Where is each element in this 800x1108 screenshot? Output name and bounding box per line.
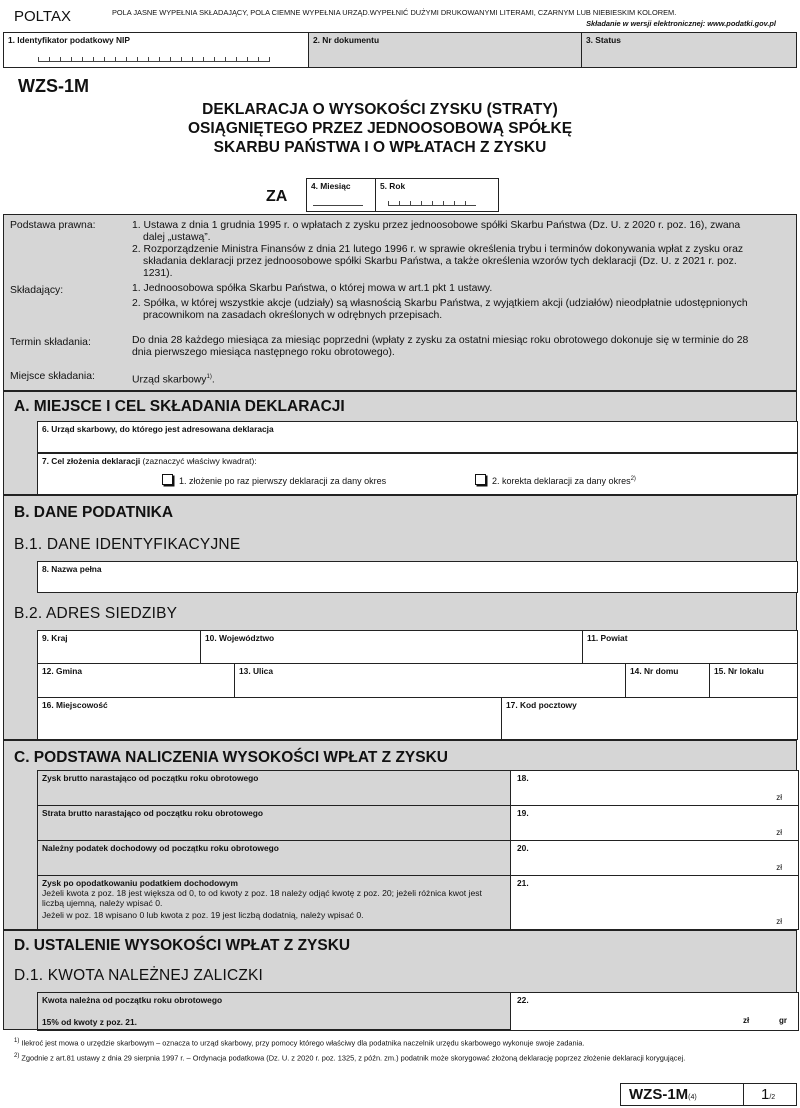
street-field[interactable] [234, 663, 626, 698]
city-field[interactable] [37, 697, 502, 740]
footer-code-box [620, 1083, 797, 1106]
house-number-field[interactable] [625, 663, 710, 698]
municipality-label: 12. Gmina [42, 666, 83, 676]
place-footnote-ref: 1) [206, 374, 212, 380]
legal-basis-2: 2. Rozporządzenie Ministra Finansów z dnia 21 lutego 1996 r. w sprawie określenia trybu i terminów dokonywania wpłat z zysku oraz składania deklaracji przez jednoosobowe spółki Skarbu Państwa, a także określenia wzorów tych deklaracji (Dz. U. z 2021 r. poz. 1231). [132, 244, 744, 280]
house-number-label: 14. Nr domu [630, 666, 679, 676]
apartment-number-label: 15. Nr lokalu [714, 666, 764, 676]
income-tax-input[interactable] [510, 840, 799, 876]
gross-profit-label: Zysk brutto narastająco od początku roku obrotowego [42, 773, 259, 783]
full-name-field[interactable] [37, 561, 798, 593]
section-c [3, 740, 797, 930]
due-amount-label: Kwota należna od początku roku obrotowego [42, 995, 223, 1005]
section-b [3, 495, 797, 740]
net-profit-note-1: Jeżeli kwota z poz. 18 jest większa od 0, to od kwoty z poz. 18 należy odjąć kwotę z poz. 20; jeżeli różnica kwot jest liczbą ujemną, należy wpisać 0. [42, 888, 482, 909]
correction-footnote-ref: 2) [630, 476, 636, 482]
form-title-line1: DEKLARACJA O WYSOKOŚCI ZYSKU (STRATY) [202, 101, 558, 118]
status-field [581, 32, 797, 68]
nip-field[interactable] [3, 32, 309, 68]
gross-loss-label: Strata brutto narastająco od początku roku obrotowego [42, 808, 264, 818]
city-label: 16. Miejscowość [42, 700, 108, 710]
section-d [3, 930, 797, 1030]
footer-version: (4) [688, 1094, 697, 1101]
voivodeship-label: 10. Województwo [205, 633, 275, 643]
footnote-2: $^{2)}$ Zgodnie z art.81 ustawy z dnia 29 sierpnia 1997 r. – Ordynacja podatkowa (Dz. U. z 2020 r. poz. 1325, z późn. zm.) podatnik może skorygować złożoną deklarację poprzez złożenie deklaracji korygującej. [14, 1053, 686, 1063]
place-text: Urząd skarbowy$^{1)}$. [132, 374, 215, 386]
filer-1: 1. Jednoosobowa spółka Skarbu Państwa, o której mowa w art.1 pkt 1 ustawy. [132, 283, 493, 294]
due-amount-unit-gr: gr [779, 1016, 787, 1025]
year-label: 5. Rok [380, 181, 406, 191]
first-filing-checkbox[interactable] [162, 474, 173, 485]
net-profit-note-2: Jeżeli w poz. 18 wpisano 0 lub kwota z poz. 19 jest liczbą dodatnią, należy wpisać 0. [42, 910, 364, 920]
section-d1-title: D.1. KWOTA NALEŻNEJ ZALICZKI [14, 967, 264, 984]
correction-checkbox[interactable] [475, 474, 486, 485]
nip-label: 1. Identyfikator podatkowy NIP [8, 35, 130, 45]
apartment-number-field[interactable] [709, 663, 798, 698]
tax-office-label: 6. Urząd skarbowy, do którego jest adresowana deklaracja [42, 424, 274, 434]
due-amount-input[interactable] [510, 992, 799, 1031]
purpose-field [37, 453, 798, 495]
section-d-title: D. USTALENIE WYSOKOŚCI WPŁAT Z ZYSKU [14, 937, 351, 954]
street-label: 13. Ulica [239, 666, 273, 676]
section-b-title: B. DANE PODATNIKA [14, 504, 174, 521]
section-b2-title: B.2. ADRES SIEDZIBY [14, 605, 178, 622]
gross-loss-row [37, 805, 798, 841]
info-box [3, 214, 797, 391]
doc-number-field [308, 32, 582, 68]
page-indicator: 1/2 [761, 1086, 776, 1103]
gross-loss-input[interactable] [510, 805, 799, 841]
postal-code-field[interactable] [501, 697, 798, 740]
section-b1-title: B.1. DANE IDENTYFIKACYJNE [14, 536, 241, 553]
gross-profit-number: 18. [517, 773, 529, 783]
gross-profit-unit: zł [776, 793, 782, 802]
income-tax-number: 20. [517, 843, 529, 853]
za-label: ZA [266, 188, 288, 205]
form-title-line2: OSIĄGNIĘTEGO PRZEZ JEDNOOSOBOWĄ SPÓŁKĘ [187, 120, 573, 137]
legal-basis-label: Podstawa prawna: [10, 220, 96, 231]
gross-loss-unit: zł [776, 828, 782, 837]
doc-number-label: 2. Nr dokumentu [313, 35, 380, 45]
footer-divider [743, 1084, 744, 1105]
gross-loss-number: 19. [517, 808, 529, 818]
due-amount-sub: 15% od kwoty z poz. 21. [42, 1017, 137, 1027]
fill-instruction: POLA JASNE WYPEŁNIA SKŁADAJĄCY, POLA CIEMNE WYPEŁNIA URZĄD.WYPEŁNIĆ DUŻYMI DRUKOWANYMI LITERAMI, CZARNYM LUB NIEBIESKIM KOLOREM. [112, 8, 677, 17]
postal-code-label: 17. Kod pocztowy [506, 700, 577, 710]
purpose-option-first[interactable]: 1. złożenie po raz pierwszy deklaracji za dany okres [162, 474, 386, 486]
section-a [3, 391, 797, 495]
section-a-title: A. MIEJSCE I CEL SKŁADANIA DEKLARACJI [14, 398, 345, 415]
footer-form-code: WZS-1M(4) [629, 1086, 697, 1103]
tax-office-field[interactable] [37, 421, 798, 453]
deadline-label: Termin składania: [10, 337, 91, 348]
due-amount-row [37, 992, 798, 1031]
form-code: WZS-1M [18, 76, 89, 96]
legal-basis-1: 1. Ustawa z dnia 1 grudnia 1995 r. o wpłatach z zysku przez jednoosobowe spółki Skarbu Państwa (Dz. U. z 2020 r. poz. 16), zwana dalej „ustawą”. [132, 220, 741, 244]
place-label: Miejsce składania: [10, 371, 95, 382]
form-title-line3: SKARBU PAŃSTWA I O WPŁATACH Z ZYSKU [213, 139, 547, 156]
status-label: 3. Status [586, 35, 621, 45]
filer-2: 2. Spółka, w której wszystkie akcje (udziały) są własnością Skarbu Państwa, z wyjątkiem akcji (udziałów) nieodpłatnie udostępnionych pracownikom na zasadach określonych w odrębnych przepisach. [132, 298, 748, 322]
deadline-text: Do dnia 28 każdego miesiąca za miesiąc poprzedni (wpłaty z zysku za ostatni miesiąc roku obrotowego dokonuje się w terminie do 28 dnia pierwszego miesiąca następnego roku obrotowego). [132, 335, 749, 359]
due-amount-number: 22. [517, 995, 529, 1005]
net-profit-unit: zł [776, 917, 782, 926]
net-profit-number: 21. [517, 878, 529, 888]
net-profit-label: Zysk po opodatkowaniu podatkiem dochodowym [42, 878, 238, 888]
year-field[interactable] [375, 178, 499, 212]
month-field[interactable] [306, 178, 376, 212]
country-label: 9. Kraj [42, 633, 68, 643]
gross-profit-row [37, 770, 798, 806]
electronic-filing-note: Składanie w wersji elektronicznej: www.podatki.gov.pl [586, 19, 776, 28]
income-tax-unit: zł [776, 863, 782, 872]
purpose-label: 7. Cel złożenia deklaracji (zaznaczyć właściwy kwadrat): [42, 456, 257, 466]
purpose-hint: (zaznaczyć właściwy kwadrat): [142, 456, 257, 466]
voivodeship-field[interactable] [200, 630, 583, 664]
district-field[interactable] [582, 630, 798, 664]
purpose-option-correction[interactable]: 2. korekta deklaracji za dany okres$^{2)}$ [475, 474, 636, 486]
month-label: 4. Miesiąc [311, 181, 351, 191]
net-profit-row [37, 875, 798, 930]
poltax-label: POLTAX [14, 8, 71, 25]
income-tax-label: Należny podatek dochodowy od początku roku obrotowego [42, 843, 279, 853]
income-tax-row [37, 840, 798, 876]
district-label: 11. Powiat [587, 633, 628, 643]
country-field[interactable] [37, 630, 201, 664]
due-amount-unit-zl: zł [743, 1016, 750, 1025]
footnote-1: $^{1)}$ Ilekroć jest mowa o urzędzie skarbowym – oznacza to urząd skarbowy, przy pomocy którego właściwy dla podatnika naczelnik urzędu skarbowego wykonuje swoje zadania. [14, 1038, 585, 1048]
municipality-field[interactable] [37, 663, 235, 698]
section-c-title: C. PODSTAWA NALICZENIA WYSOKOŚCI WPŁAT Z ZYSKU [14, 749, 448, 766]
net-profit-input[interactable] [510, 875, 799, 930]
gross-profit-input[interactable] [510, 770, 799, 806]
filer-label: Składający: [10, 285, 64, 296]
full-name-label: 8. Nazwa pełna [42, 564, 102, 574]
